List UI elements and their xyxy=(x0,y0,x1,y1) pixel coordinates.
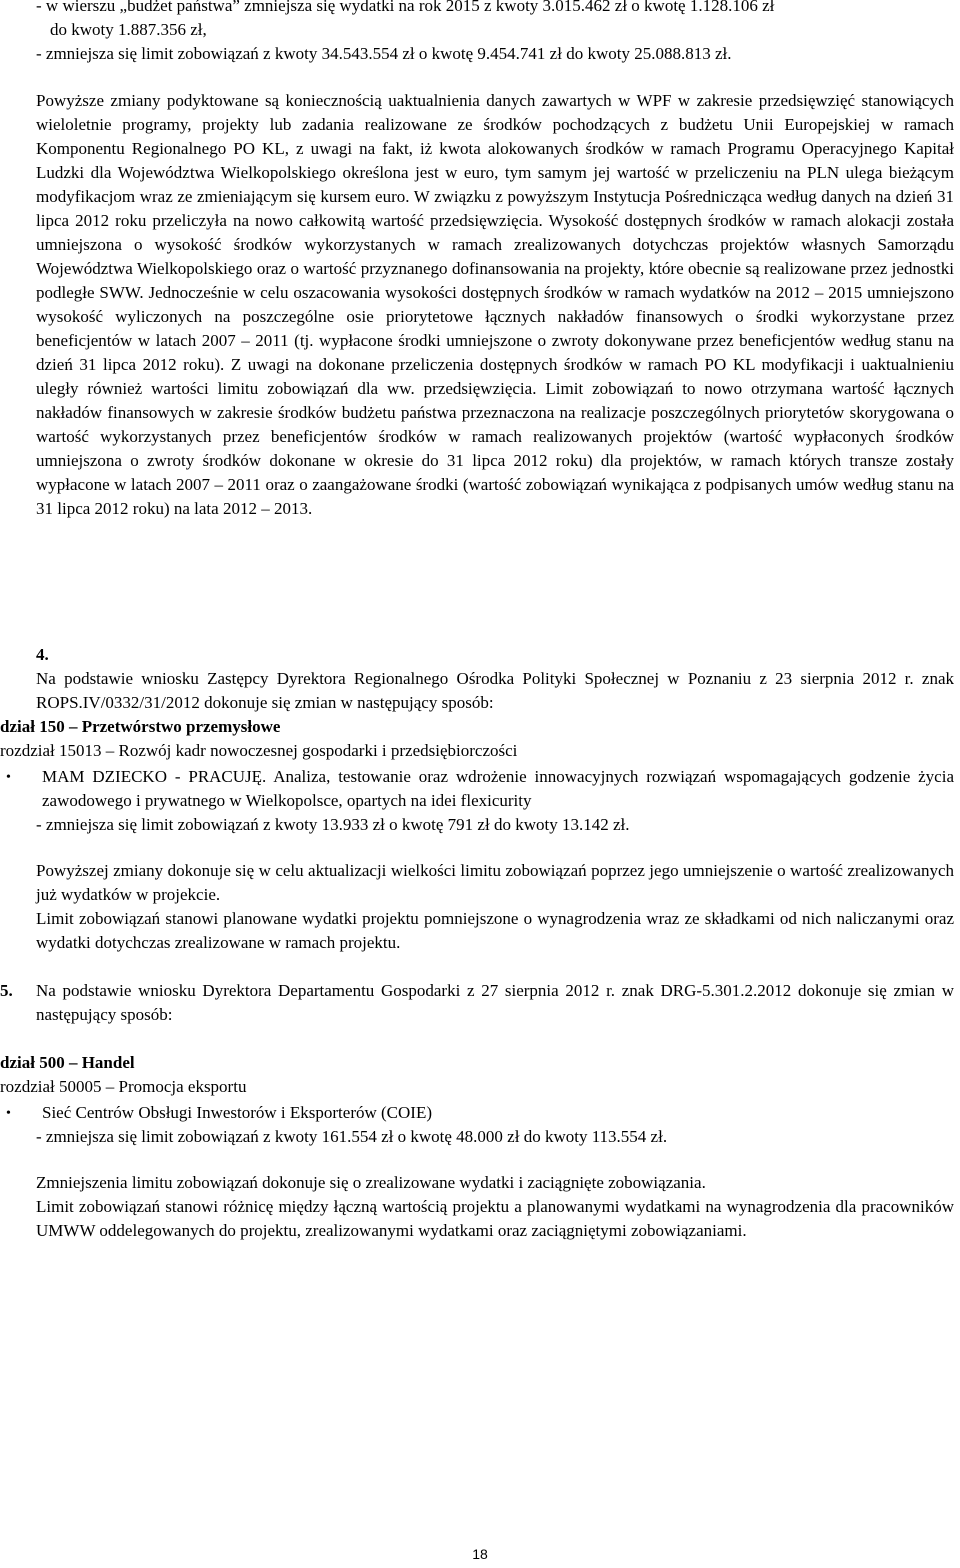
item-4-limit-change: - zmniejsza się limit zobowiązań z kwoty 13.933 zł o kwotę 791 zł do kwoty 13.142 zł. xyxy=(36,815,630,834)
budget-change-line-1: - w wierszu „budżet państwa” zmniejsza się wydatki na rok 2015 z kwoty 3.015.462 zł o kwotę 1.128.106 zł xyxy=(36,0,775,15)
budget-change-line-2: do kwoty 1.887.356 zł, xyxy=(50,20,207,39)
wpf-justification-paragraph: Powyższe zmiany podyktowane są koniecznością uaktualnienia danych zawartych w WPF w zakresie przedsięwzięć stanowiących wieloletnie programy, projekty lub zadania realizowane ze środków pochodzących z budżetu Unii Europejskiej w ramach Komponentu Regionalnego PO KL, z uwagi na fakt, iż kwota alokowanych środków w ramach Programu Operacyjnego Kapitał Ludzki dla Województwa Wielkopolskiego określona jest w euro, tym samym jej wartość w przeliczeniu na PLN ulega bieżącym modyfikacjom wraz ze zmieniającym się kursem euro. W związku z powyższym Instytucja Pośrednicząca według danych na dzień 31 lipca 2012 roku przeliczyła na nowo całkowitą wartość przedsięwzięcia. Wysokość dostępnych środków w ramach alokacji została umniejszona o wysokość środków wykorzystanych w ramach zrealizowanych dotychczas projektów własnych Samorządu Województwa Wielkopolskiego oraz o wartość przyznanego dofinansowania na projekty, które obecnie są realizowane przez jednostki podległe SWW. Jednocześnie w celu oszacowania wysokości dostępnych środków w ramach wydatków na 2012 – 2015 umniejszono wysokość wyliczonych na poszczególne osie priorytetowe łącznych nakładów finansowych o środki wykorzystane przez beneficjentów w latach 2007 – 2011 (tj. wypłacone środki umniejszone o zwroty dokonywane przez beneficjentów według stanu na dzień 31 lipca 2012 roku). Z uwagi na dokonane przeliczenia dostępnych środków w ramach PO KL modyfikacji i uaktualnieniu uległy również wartości limitu zobowiązań dla ww. przedsięwzięcia. Limit zobowiązań to nowo otrzymana wartość łącznych nakładów finansowych w zakresie środków budżetu państwa przeznaczona na realizacje poszczególnych priorytetów skorygowana o wartość wykorzystanych przez beneficjentów środków w ramach realizowanych projektów (wartość wypłaconych środków umniejszona o zwroty środków dokonane w okresie do 31 lipca 2012 roku) dla projektów, w ramach których transze zostały wypłacone w latach 2007 – 2011 oraz o zaangażowane środki (wartość zobowiązań wynikająca z podpisanych umów według stanu na 31 lipca 2012 roku) na lata 2012 – 2013. xyxy=(36,91,954,518)
item-5-note-1: Zmniejszenia limitu zobowiązań dokonuje się o zrealizowane wydatki i zaciągnięte zobowiązania. xyxy=(36,1173,706,1192)
item-5-note-2: Limit zobowiązań stanowi różnicę między łączną wartością projektu a planowanymi wydatkami na wynagrodzenia dla pracowników UMWW oddelegowanych do projektu, zrealizowanymi wydatkami oraz zaciągniętymi zobowiązaniami. xyxy=(36,1197,954,1240)
section-rozdzial-50005: rozdział 50005 – Promocja eksportu xyxy=(0,1077,247,1096)
item-4-note-2: Limit zobowiązań stanowi planowane wydatki projektu pomniejszone o wynagrodzenia wraz ze składkami od nich naliczanymi oraz wydatki dotychczas zrealizowane w ramach projektu. xyxy=(36,909,954,952)
bullet-icon: • xyxy=(6,770,11,785)
item-4-intro: Na podstawie wniosku Zastępcy Dyrektora Regionalnego Ośrodka Polityki Społecznej w Poznaniu z 23 sierpnia 2012 r. znak ROPS.IV/0332/31/2012 dokonuje się zmian w następujący sposób: xyxy=(36,669,954,712)
item-4-number: 4. xyxy=(36,645,49,664)
item-5-limit-change: - zmniejsza się limit zobowiązań z kwoty 161.554 zł o kwotę 48.000 zł do kwoty 113.554 zł. xyxy=(36,1127,668,1146)
project-coie: Sieć Centrów Obsługi Inwestorów i Eksporterów (COIE) xyxy=(42,1103,432,1122)
item-4-note-1: Powyższej zmiany dokonuje się w celu aktualizacji wielkości limitu zobowiązań poprzez jego umniejszenie o wartość zrealizowanych już wydatków w projekcie. xyxy=(36,861,954,904)
bullet-icon: • xyxy=(6,1106,11,1121)
section-dzial-500: dział 500 – Handel xyxy=(0,1053,135,1072)
limit-change-line: - zmniejsza się limit zobowiązań z kwoty 34.543.554 zł o kwotę 9.454.741 zł do kwoty 25.088.813 zł. xyxy=(36,44,732,63)
section-dzial-150: dział 150 – Przetwórstwo przemysłowe xyxy=(0,717,281,736)
item-5-number: 5. xyxy=(0,981,13,1000)
item-5-intro: Na podstawie wniosku Dyrektora Departamentu Gospodarki z 27 sierpnia 2012 r. znak DRG-5.301.2.2012 dokonuje się zmian w następujący sposób: xyxy=(36,981,954,1024)
project-mam-dziecko: MAM DZIECKO - PRACUJĘ. Analiza, testowanie oraz wdrożenie innowacyjnych rozwiązań wspomagających godzenie życia zawodowego i prywatnego w Wielkopolsce, opartych na idei flexicurity xyxy=(42,767,954,810)
section-rozdzial-15013: rozdział 15013 – Rozwój kadr nowoczesnej gospodarki i przedsiębiorczości xyxy=(0,741,518,760)
item-4-text xyxy=(36,643,954,715)
page-number: 18 xyxy=(472,1546,488,1562)
